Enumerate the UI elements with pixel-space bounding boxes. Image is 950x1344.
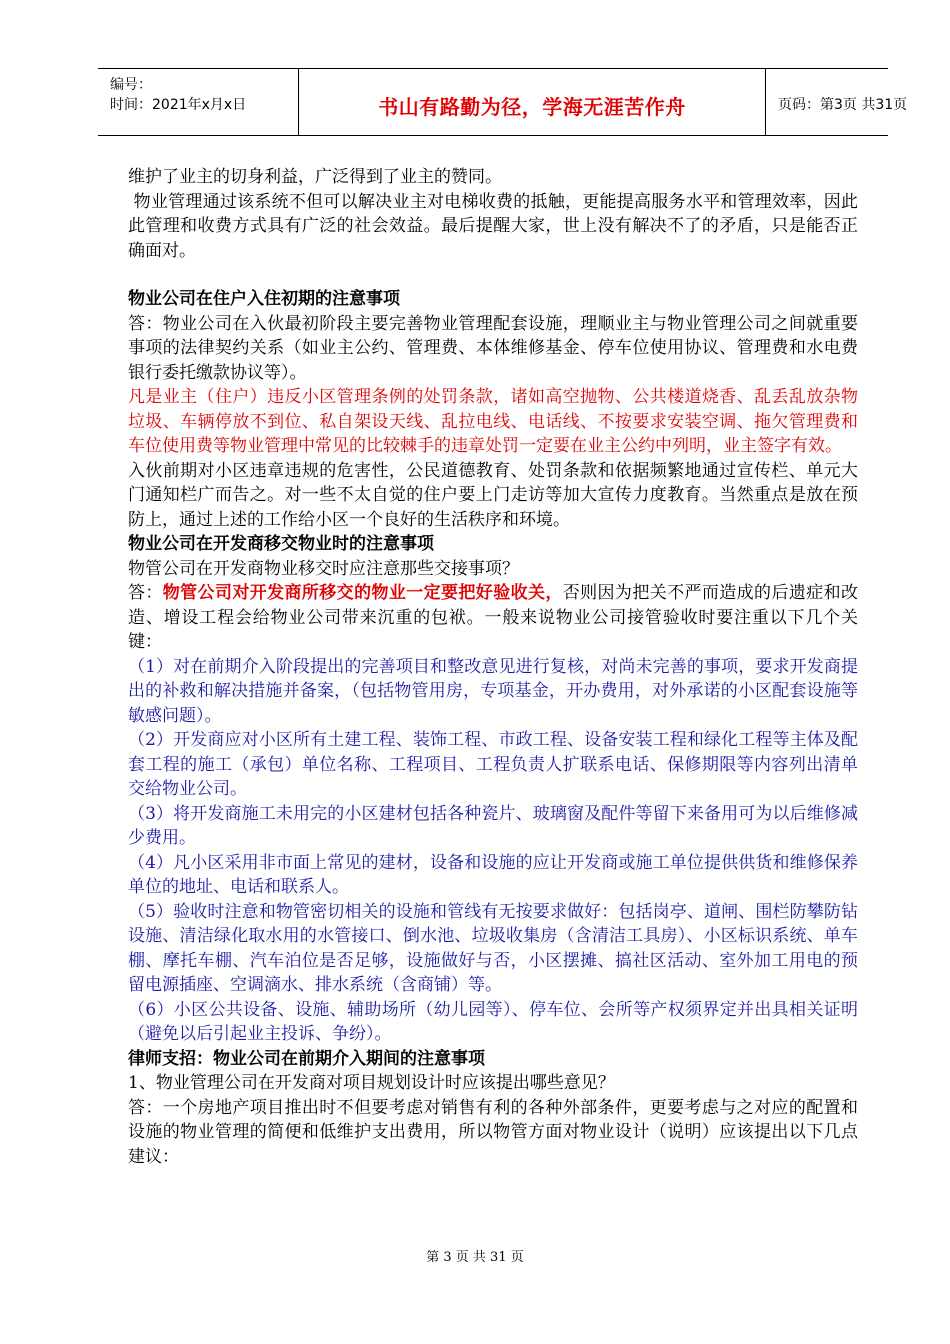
list-item: （5）验收时注意和物管密切相关的设施和管线有无按要求做好：包括岗亭、道闸、围栏防攀防钻设施、清洁绿化取水用的水管接口、倒水池、垃圾收集房（含清洁工具房）、小区标识系统、单车棚、摩托车棚、汽车泊位是否足够，设施做好与否，小区摆摊、搞社区活动、室外加工用电的预留电源插座、空调滴水、排水系统（含商铺）等。 bbox=[128, 901, 858, 995]
document-number-label: 编号： bbox=[110, 77, 152, 93]
section-heading: 物业公司在开发商移交物业时的注意事项 bbox=[128, 534, 434, 554]
paragraph: 物管公司在开发商物业移交时应注意那些交接事项？ bbox=[128, 558, 519, 579]
list-item: （4）凡小区采用非市面上常见的建材，设备和设施的应让开发商或施工单位提供供货和维修保养单位的地址、电话和联系人。 bbox=[128, 852, 858, 897]
header-motto: 书山有路勤为径，学海无涯苦作舟 bbox=[378, 95, 686, 119]
page-header bbox=[98, 68, 908, 136]
list-item: （1）对在前期介入阶段提出的完善项目和整改意见进行复核，对尚未完善的事项，要求开发商提出的补救和解决措施并备案，（包括物管用房，专项基金，开办费用，对外承诺的小区配套设施等敏感问题）。 bbox=[128, 656, 858, 726]
paragraph: 答：一个房地产项目推出时不但要考虑对销售有利的各种外部条件，更要考虑与之对应的配置和设施的物业管理的简便和低维护支出费用，所以物管方面对物业设计（说明）应该提出以下几点建议： bbox=[128, 1097, 858, 1167]
header-page-info: 页码：第3页 共31页 bbox=[778, 97, 908, 113]
document-body bbox=[128, 165, 858, 1169]
document-time-label: 时间：2021年x月x日 bbox=[110, 97, 247, 113]
header-meta-cell bbox=[98, 69, 298, 135]
paragraph-text: 否则因为把关不严而造成的后遗症和改造、增设工程会给物业公司带来沉重的包袱。一般来说物业公司接管验收时要注重以下几个关键： bbox=[128, 583, 859, 652]
highlighted-phrase: 物管公司对开发商所移交的物业一定要把好验收关， bbox=[162, 583, 563, 603]
section-heading: 物业公司在住户入住初期的注意事项 bbox=[128, 289, 400, 309]
list-item: （3）将开发商施工未用完的小区建材包括各种瓷片、玻璃窗及配件等留下来备用可为以后维修减少费用。 bbox=[128, 803, 858, 848]
answer-prefix: 答： bbox=[128, 583, 163, 603]
paragraph: 入伙前期对小区违章违规的危害性，公民道德教育、处罚条款和依据频繁地通过宣传栏、单元大门通知栏广而告之。对一些不太自觉的住户要上门走访等加大宣传力度教育。当然重点是放在预防上，通过上述的工作给小区一个良好的生活秩序和环境。 bbox=[128, 460, 858, 530]
paragraph bbox=[128, 581, 858, 655]
paragraph: 维护了业主的切身利益，广泛得到了业主的赞同。 bbox=[128, 167, 502, 187]
paragraph: 物业管理通过该系统不但可以解决业主对电梯收费的抵触，更能提高服务水平和管理效率，因此此管理和收费方式具有广泛的社会效益。最后提醒大家，世上没有解决不了的矛盾，只是能否正确面对。 bbox=[128, 191, 858, 261]
list-item: （2）开发商应对小区所有土建工程、装饰工程、市政工程、设备安装工程和绿化工程等主体及配套工程的施工（承包）单位名称、工程项目、工程负责人扩联系电话、保修期限等内容列出清单交给物业公司。 bbox=[128, 730, 858, 799]
header-motto-cell bbox=[298, 69, 766, 135]
paragraph: 答：物业公司在入伙最初阶段主要完善物业管理配套设施，理顺业主与物业管理公司之间就重要事项的法律契约关系（如业主公约、管理费、本体维修基金、停车位使用协议、管理费和水电费银行委托缴款协议等）。 bbox=[128, 313, 858, 383]
highlighted-paragraph: 凡是业主（住户）违反小区管理条例的处罚条款，诸如高空抛物、公共楼道烧香、乱丢乱放杂物垃圾、车辆停放不到位、私自架设天线、乱拉电线、电话线、不按要求安装空调、拖欠管理费和车位使用费等物业管理中常见的比较棘手的违章处罚一定要在业主公约中列明，业主签字有效。 bbox=[128, 387, 858, 456]
header-page-cell bbox=[766, 69, 908, 135]
paragraph: 1、物业管理公司在开发商对项目规划设计时应该提出哪些意见？ bbox=[128, 1073, 615, 1093]
blank-line bbox=[128, 263, 858, 287]
list-item: （6）小区公共设备、设施、辅助场所（幼儿园等）、停车位、会所等产权须界定并出具相关证明（避免以后引起业主投诉、争纷）。 bbox=[128, 999, 858, 1044]
page-footer: 第 3 页 共 31 页 bbox=[426, 1250, 524, 1265]
section-heading: 律师支招：物业公司在前期介入期间的注意事项 bbox=[128, 1048, 485, 1069]
